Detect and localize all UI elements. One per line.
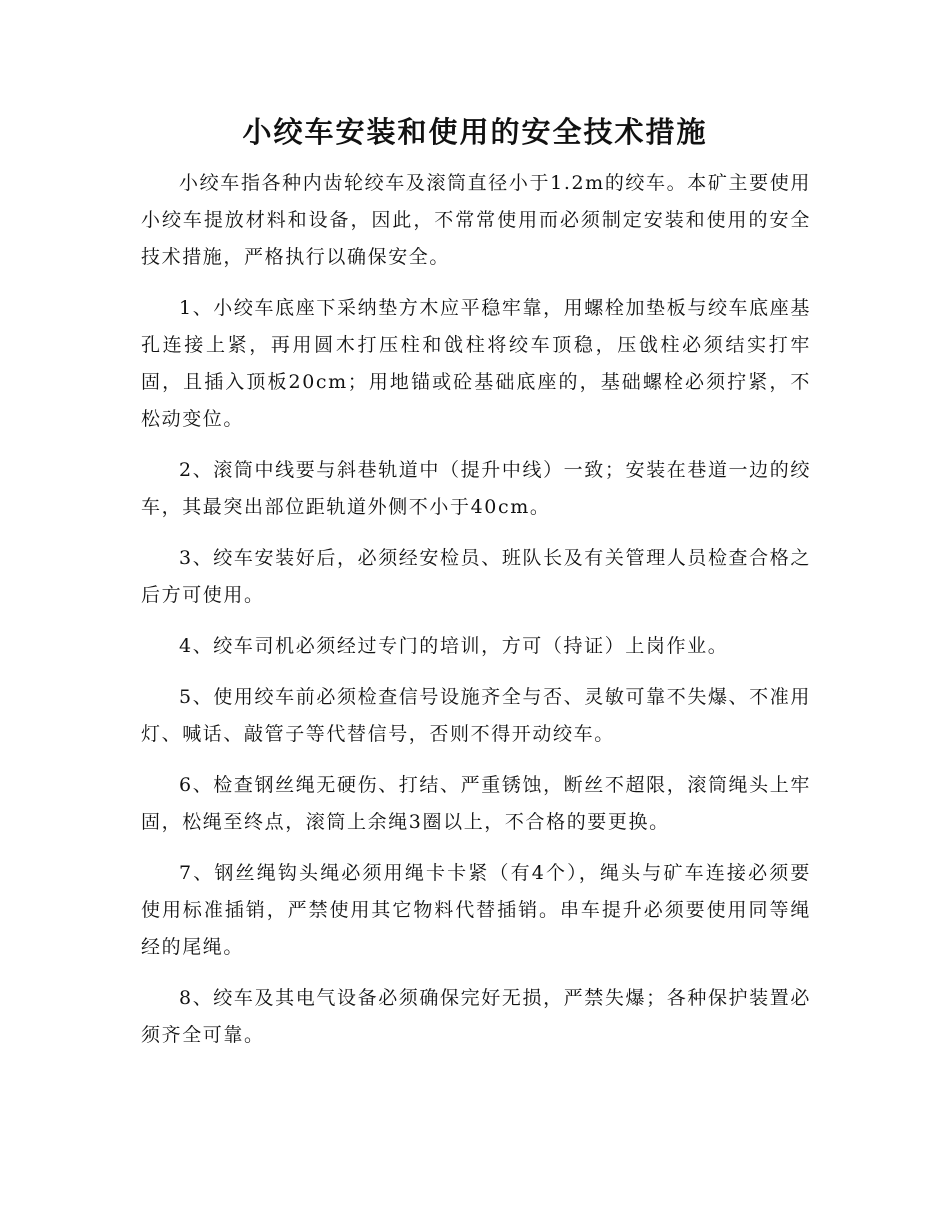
measure-7-paragraph: 7、钢丝绳钩头绳必须用绳卡卡紧（有4个），绳头与矿车连接必须要使用标准插销，严禁使用其它物料代替插销。串车提升必须要使用同等绳经的尾绳。	[141, 862, 811, 958]
document-body	[141, 165, 811, 1054]
measure-5-paragraph: 5、使用绞车前必须检查信号设施齐全与否、灵敏可靠不失爆、不准用灯、喊话、敲管子等代替信号，否则不得开动绞车。	[141, 686, 811, 745]
measure-8-paragraph: 8、绞车及其电气设备必须确保完好无损，严禁失爆；各种保护装置必须齐全可靠。	[141, 987, 811, 1046]
measure-2-paragraph: 2、滚筒中线要与斜巷轨道中（提升中线）一致；安装在巷道一边的绞车，其最突出部位距轨道外侧不小于40cm。	[141, 459, 811, 518]
measure-3-paragraph: 3、绞车安装好后，必须经安检员、班队长及有关管理人员检查合格之后方可使用。	[141, 547, 811, 606]
measure-4-paragraph: 4、绞车司机必须经过专门的培训，方可（持证）上岗作业。	[179, 635, 729, 657]
document-title: 小绞车安装和使用的安全技术措施	[242, 115, 708, 149]
intro-paragraph: 小绞车指各种内齿轮绞车及滚筒直径小于1.2m的绞车。本矿主要使用小绞车提放材料和设备，因此，不常常使用而必须制定安装和使用的安全技术措施，严格执行以确保安全。	[141, 172, 811, 268]
measure-1-paragraph: 1、小绞车底座下采纳垫方木应平稳牢靠，用螺栓加垫板与绞车底座基孔连接上紧，再用圆木打压柱和戗柱将绞车顶稳，压戗柱必须结实打牢固，且插入顶板20cm；用地锚或砼基础底座的，基础螺栓必须拧紧，不松动变位。	[141, 297, 811, 430]
measure-6-paragraph: 6、检查钢丝绳无硬伤、打结、严重锈蚀，断丝不超限，滚筒绳头上牢固，松绳至终点，滚筒上余绳3圈以上，不合格的要更换。	[141, 774, 811, 833]
